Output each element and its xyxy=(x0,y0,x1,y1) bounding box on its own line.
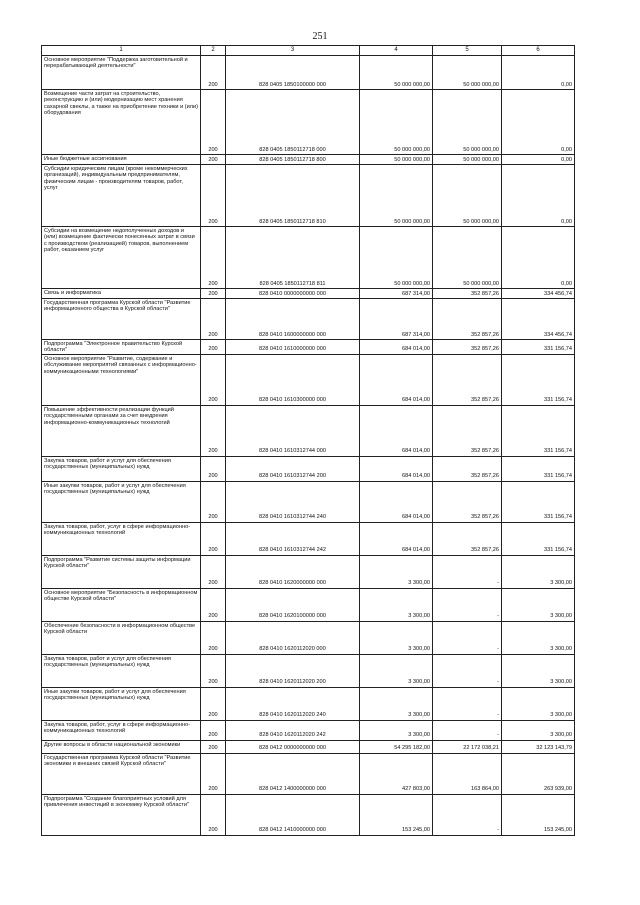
row-kbk: 828 0405 1850112718 800 xyxy=(226,155,360,165)
row-name: Иные закупки товаров, работ и услуг для обеспечения государственных (муниципальных) нужд xyxy=(42,481,201,522)
budget-table xyxy=(41,45,575,836)
row-value-col6: 0,00 xyxy=(502,165,575,227)
row-value-col5: 352 857,26 xyxy=(433,481,502,522)
row-value-col5: 50 000 000,00 xyxy=(433,227,502,289)
row-value-col5: - xyxy=(433,555,502,588)
row-kbk: 828 0405 1850100000 000 xyxy=(226,56,360,90)
row-kbk: 828 0412 1410000000 000 xyxy=(226,794,360,835)
row-name: Основное мероприятие "Развитие, содержание и обслуживание мероприятий связанных с информационно-коммуникационными технологиями" xyxy=(42,354,201,405)
table-row xyxy=(42,794,575,835)
row-code: 200 xyxy=(201,522,226,555)
row-name: Закупка товаров, работ, услуг в сфере информационно-коммуникационных технологий xyxy=(42,720,201,740)
row-name: Субсидии юридическим лицам (кроме некоммерческих организаций), индивидуальным предпринимателям, физическим лицам - производителям товаров, работ, услуг xyxy=(42,165,201,227)
row-value-col6: 331 156,74 xyxy=(502,522,575,555)
table-row xyxy=(42,299,575,340)
row-name: Связь и информатика xyxy=(42,289,201,299)
row-value-col4: 3 300,00 xyxy=(360,588,433,621)
row-kbk: 828 0412 0000000000 000 xyxy=(226,740,360,753)
row-kbk: 828 0410 1620100000 000 xyxy=(226,588,360,621)
row-name: Закупка товаров, работ и услуг для обеспечения государственных (муниципальных) нужд xyxy=(42,654,201,687)
row-value-col5: 352 857,26 xyxy=(433,405,502,456)
header-cell-4: 4 xyxy=(360,46,433,56)
row-name: Закупка товаров, работ и услуг для обеспечения государственных (муниципальных) нужд xyxy=(42,456,201,481)
row-value-col6: 32 123 143,79 xyxy=(502,740,575,753)
row-value-col6: 331 156,74 xyxy=(502,481,575,522)
row-value-col4: 50 000 000,00 xyxy=(360,165,433,227)
row-code: 200 xyxy=(201,753,226,794)
row-name: Иные бюджетные ассигнования xyxy=(42,155,201,165)
row-value-col5: - xyxy=(433,687,502,720)
table-row xyxy=(42,481,575,522)
row-code: 200 xyxy=(201,299,226,340)
table-row xyxy=(42,522,575,555)
row-value-col5: - xyxy=(433,654,502,687)
table-row xyxy=(42,354,575,405)
row-code: 200 xyxy=(201,794,226,835)
row-name: Подпрограмма "Создание благоприятных условий для привлечения инвестиций в экономику Курской области" xyxy=(42,794,201,835)
row-value-col6: 3 300,00 xyxy=(502,720,575,740)
row-kbk: 828 0410 1610300000 000 xyxy=(226,354,360,405)
row-value-col6: 0,00 xyxy=(502,155,575,165)
row-code: 200 xyxy=(201,340,226,355)
row-value-col4: 54 295 182,00 xyxy=(360,740,433,753)
row-value-col6: 334 456,74 xyxy=(502,299,575,340)
row-code: 200 xyxy=(201,56,226,90)
row-value-col4: 687 314,00 xyxy=(360,299,433,340)
row-kbk: 828 0410 1620112020 240 xyxy=(226,687,360,720)
table-row xyxy=(42,588,575,621)
row-kbk: 828 0410 1620112020 000 xyxy=(226,621,360,654)
row-code: 200 xyxy=(201,621,226,654)
row-value-col4: 684 014,00 xyxy=(360,340,433,355)
row-code: 200 xyxy=(201,687,226,720)
row-kbk: 828 0410 1620112020 200 xyxy=(226,654,360,687)
row-name: Подпрограмма "Развитие системы защиты информации Курской области" xyxy=(42,555,201,588)
row-value-col6: 0,00 xyxy=(502,56,575,90)
row-value-col4: 427 803,00 xyxy=(360,753,433,794)
row-code: 200 xyxy=(201,481,226,522)
row-value-col5: - xyxy=(433,794,502,835)
row-value-col4: 153 245,00 xyxy=(360,794,433,835)
row-name: Подпрограмма "Электронное правительство Курской области" xyxy=(42,340,201,355)
row-value-col4: 684 014,00 xyxy=(360,354,433,405)
row-value-col5: 352 857,26 xyxy=(433,354,502,405)
row-value-col4: 684 014,00 xyxy=(360,405,433,456)
row-code: 200 xyxy=(201,654,226,687)
table-row xyxy=(42,155,575,165)
row-value-col6: 334 456,74 xyxy=(502,289,575,299)
row-value-col6: 331 156,74 xyxy=(502,340,575,355)
table-row xyxy=(42,405,575,456)
row-code: 200 xyxy=(201,90,226,155)
row-value-col4: 684 014,00 xyxy=(360,522,433,555)
row-name: Субсидии на возмещение недополученных доходов и (или) возмещение фактически понесенных затрат в связи с производством (реализацией) товаров, выполнением работ, оказанием услуг xyxy=(42,227,201,289)
row-code: 200 xyxy=(201,289,226,299)
row-value-col4: 3 300,00 xyxy=(360,687,433,720)
table-row xyxy=(42,165,575,227)
row-code: 200 xyxy=(201,354,226,405)
header-cell-5: 5 xyxy=(433,46,502,56)
row-value-col5: 50 000 000,00 xyxy=(433,56,502,90)
row-name: Другие вопросы в области национальной экономики xyxy=(42,740,201,753)
row-name: Государственная программа Курской области "Развитие информационного общества в Курской области" xyxy=(42,299,201,340)
row-kbk: 828 0405 1850112718 000 xyxy=(226,90,360,155)
row-code: 200 xyxy=(201,227,226,289)
row-value-col5: 163 864,00 xyxy=(433,753,502,794)
row-value-col6: 3 300,00 xyxy=(502,687,575,720)
row-value-col4: 684 014,00 xyxy=(360,456,433,481)
row-code: 200 xyxy=(201,405,226,456)
row-value-col4: 3 300,00 xyxy=(360,621,433,654)
row-kbk: 828 0410 1610312744 000 xyxy=(226,405,360,456)
row-code: 200 xyxy=(201,456,226,481)
row-value-col5: 352 857,26 xyxy=(433,522,502,555)
row-value-col4: 3 300,00 xyxy=(360,720,433,740)
row-kbk: 828 0405 1850112718 811 xyxy=(226,227,360,289)
header-cell-1: 1 xyxy=(42,46,201,56)
row-kbk: 828 0410 1620112020 242 xyxy=(226,720,360,740)
row-value-col6: 3 300,00 xyxy=(502,621,575,654)
table-row xyxy=(42,740,575,753)
row-value-col6: 331 156,74 xyxy=(502,456,575,481)
table-row xyxy=(42,90,575,155)
row-name: Иные закупки товаров, работ и услуг для обеспечения государственных (муниципальных) нужд xyxy=(42,687,201,720)
row-value-col6: 153 245,00 xyxy=(502,794,575,835)
row-value-col5: 352 857,26 xyxy=(433,456,502,481)
table-row xyxy=(42,654,575,687)
table-header-row xyxy=(42,46,575,56)
row-kbk: 828 0410 1600000000 000 xyxy=(226,299,360,340)
row-kbk: 828 0410 1610312744 240 xyxy=(226,481,360,522)
table-row xyxy=(42,621,575,654)
row-value-col6: 0,00 xyxy=(502,90,575,155)
row-kbk: 828 0410 1610312744 242 xyxy=(226,522,360,555)
row-name: Обеспечение безопасности в информационном обществе Курской области xyxy=(42,621,201,654)
header-cell-2: 2 xyxy=(201,46,226,56)
row-name: Государственная программа Курской области "Развитие экономики и внешних связей Курской области" xyxy=(42,753,201,794)
row-name: Повышение эффективности реализации функций государственными органами за счет внедрения информационно-коммуникационных технологий xyxy=(42,405,201,456)
row-kbk: 828 0410 0000000000 000 xyxy=(226,289,360,299)
row-value-col6: 3 300,00 xyxy=(502,588,575,621)
row-value-col6: 3 300,00 xyxy=(502,654,575,687)
row-code: 200 xyxy=(201,588,226,621)
table-row xyxy=(42,56,575,90)
table-row xyxy=(42,753,575,794)
row-value-col4: 684 014,00 xyxy=(360,481,433,522)
row-code: 200 xyxy=(201,720,226,740)
row-code: 200 xyxy=(201,555,226,588)
row-name: Закупка товаров, работ, услуг в сфере информационно-коммуникационных технологий xyxy=(42,522,201,555)
table-row xyxy=(42,340,575,355)
table-row xyxy=(42,227,575,289)
row-value-col4: 3 300,00 xyxy=(360,654,433,687)
row-value-col5: 50 000 000,00 xyxy=(433,165,502,227)
row-kbk: 828 0410 1610312744 200 xyxy=(226,456,360,481)
row-value-col5: 352 857,26 xyxy=(433,299,502,340)
row-kbk: 828 0405 1850112718 810 xyxy=(226,165,360,227)
row-value-col4: 50 000 000,00 xyxy=(360,227,433,289)
row-name: Основное мероприятие "Безопасность в информационном обществе Курской области" xyxy=(42,588,201,621)
row-value-col5: - xyxy=(433,621,502,654)
row-value-col4: 50 000 000,00 xyxy=(360,56,433,90)
row-value-col6: 263 939,00 xyxy=(502,753,575,794)
row-value-col5: 50 000 000,00 xyxy=(433,155,502,165)
table-row xyxy=(42,456,575,481)
table-row xyxy=(42,687,575,720)
row-value-col5: 352 857,26 xyxy=(433,340,502,355)
row-value-col5: 22 172 038,21 xyxy=(433,740,502,753)
row-value-col5: 352 857,26 xyxy=(433,289,502,299)
row-code: 200 xyxy=(201,155,226,165)
row-value-col4: 687 314,00 xyxy=(360,289,433,299)
table-row xyxy=(42,555,575,588)
row-value-col6: 0,00 xyxy=(502,227,575,289)
header-cell-3: 3 xyxy=(226,46,360,56)
row-value-col6: 3 300,00 xyxy=(502,555,575,588)
row-code: 200 xyxy=(201,740,226,753)
row-value-col4: 50 000 000,00 xyxy=(360,155,433,165)
row-kbk: 828 0412 1400000000 000 xyxy=(226,753,360,794)
row-kbk: 828 0410 1610000000 000 xyxy=(226,340,360,355)
row-value-col5: - xyxy=(433,588,502,621)
table-row xyxy=(42,289,575,299)
table-row xyxy=(42,720,575,740)
row-code: 200 xyxy=(201,165,226,227)
row-name: Основное мероприятие "Поддержка заготовительной и перерабатывающей деятельности" xyxy=(42,56,201,90)
row-kbk: 828 0410 1620000000 000 xyxy=(226,555,360,588)
row-value-col4: 50 000 000,00 xyxy=(360,90,433,155)
row-value-col6: 331 156,74 xyxy=(502,354,575,405)
row-value-col4: 3 300,00 xyxy=(360,555,433,588)
row-name: Возмещение части затрат на строительство, реконструкцию и (или) модернизацию мест хранения сахарной свеклы, а также на приобретение техники и (или) оборудования xyxy=(42,90,201,155)
row-value-col5: - xyxy=(433,720,502,740)
row-value-col5: 50 000 000,00 xyxy=(433,90,502,155)
header-cell-6: 6 xyxy=(502,46,575,56)
page-number: 251 xyxy=(312,31,328,42)
row-value-col6: 331 156,74 xyxy=(502,405,575,456)
